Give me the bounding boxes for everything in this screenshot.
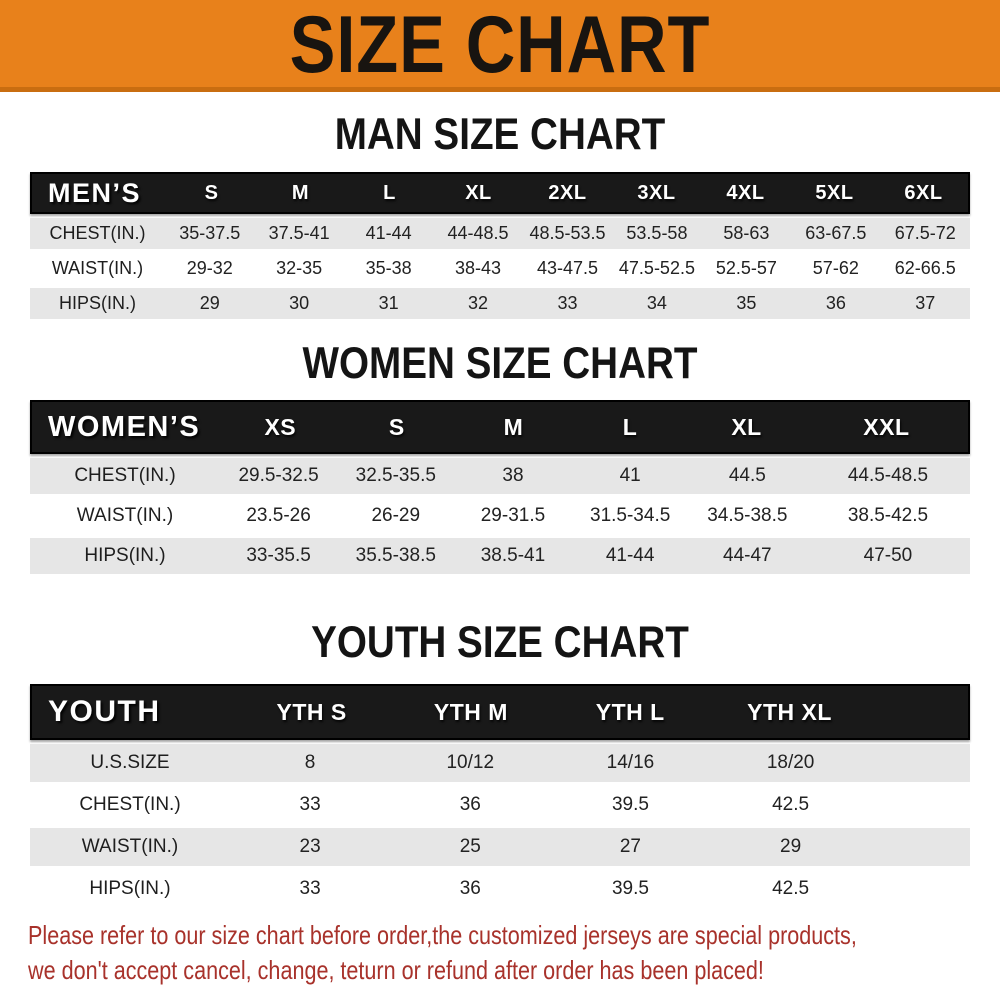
cell: 18/20 — [766, 752, 815, 773]
cell: 41-44 — [365, 223, 412, 243]
row-label: CHEST(IN.) — [49, 223, 146, 243]
cell: 29.5-32.5 — [238, 465, 319, 486]
women-size-col-header: M — [503, 413, 524, 440]
cell: 44-48.5 — [447, 223, 509, 243]
row-label: WAIST(IN.) — [51, 258, 144, 278]
cell: 35-38 — [365, 258, 412, 278]
youth-hips-row — [30, 870, 970, 908]
cell: 14/16 — [606, 752, 655, 773]
women-table-title: WOMEN’S — [48, 410, 201, 443]
cell: 31.5-34.5 — [590, 505, 671, 526]
cell: 35.5-38.5 — [355, 545, 436, 566]
cell: 41-44 — [605, 545, 655, 566]
men-table-title: MEN’S — [48, 177, 142, 208]
row-label: WAIST(IN.) — [76, 505, 174, 526]
cell: 33 — [557, 293, 578, 313]
youth-size-col-header: YTH M — [433, 698, 508, 725]
cell: 38.5-42.5 — [847, 505, 929, 526]
cell: 44-47 — [723, 545, 772, 566]
cell: 32.5-35.5 — [355, 465, 436, 486]
cell: 52.5-57 — [715, 258, 777, 278]
women-size-col-header: XXL — [863, 413, 910, 440]
men-size-col-header: 2XL — [548, 181, 587, 204]
cell: 38.5-41 — [480, 545, 546, 566]
women-size-col-header: XS — [264, 413, 297, 440]
cell: 58-63 — [723, 223, 770, 243]
cell: 63-67.5 — [805, 223, 867, 243]
cell: 25 — [459, 836, 481, 857]
cell: 42.5 — [772, 794, 810, 815]
men-hips-row — [30, 288, 970, 319]
men-waist-row — [30, 253, 970, 284]
men-size-col-header: L — [383, 181, 396, 204]
cell: 41 — [619, 465, 641, 486]
men-size-col-header: 3XL — [637, 181, 676, 204]
cell: 30 — [289, 293, 310, 313]
cell: 47.5-52.5 — [618, 258, 695, 278]
cell: 67.5-72 — [894, 223, 956, 243]
men-size-col-header: S — [204, 181, 219, 204]
cell: 42.5 — [772, 878, 810, 899]
youth-size-col-header: YTH S — [276, 698, 347, 725]
cell: 31 — [378, 293, 399, 313]
cell: 57-62 — [812, 258, 859, 278]
cell: 44.5-48.5 — [847, 465, 929, 486]
women-table-header — [30, 400, 970, 454]
women-size-table — [30, 400, 970, 574]
footer-note — [28, 918, 1000, 988]
row-label: CHEST(IN.) — [79, 794, 181, 815]
row-label: CHEST(IN.) — [74, 465, 176, 486]
women-size-col-header: S — [388, 413, 405, 440]
cell: 23 — [299, 836, 321, 857]
men-size-col-header: XL — [465, 181, 492, 204]
row-label: HIPS(IN.) — [89, 878, 171, 899]
cell: 39.5 — [611, 794, 649, 815]
cell: 34 — [646, 293, 667, 313]
women-section-heading: WOMEN SIZE CHART — [302, 337, 698, 388]
cell: 32-35 — [276, 258, 323, 278]
cell: 23.5-26 — [246, 505, 311, 526]
cell: 34.5-38.5 — [707, 505, 788, 526]
cell: 27 — [619, 836, 641, 857]
youth-waist-row — [30, 828, 970, 866]
footer-note-line1: Please refer to our size chart before order,the customized jerseys are special products, — [28, 920, 857, 950]
youth-table-title: YOUTH — [48, 695, 161, 728]
cell: 36 — [825, 293, 846, 313]
size-chart-banner — [0, 0, 1000, 92]
banner-title: SIZE CHART — [289, 0, 711, 90]
youth-section-heading: YOUTH SIZE CHART — [311, 616, 689, 667]
men-chest-row — [30, 218, 970, 249]
footer-note-line2: we don't accept cancel, change, teturn or refund after order has been placed! — [28, 955, 764, 985]
cell: 33 — [299, 878, 321, 899]
women-waist-row — [30, 498, 970, 534]
cell: 39.5 — [611, 878, 649, 899]
women-chest-row — [30, 458, 970, 494]
cell: 62-66.5 — [894, 258, 956, 278]
cell: 10/12 — [446, 752, 495, 773]
men-size-col-header: M — [291, 181, 310, 204]
youth-size-col-header: YTH L — [595, 698, 665, 725]
men-table-header — [30, 172, 970, 214]
cell: 38-43 — [455, 258, 502, 278]
men-size-table — [30, 172, 970, 319]
cell: 43-47.5 — [536, 258, 599, 278]
cell: 47-50 — [863, 545, 913, 566]
cell: 29 — [780, 836, 802, 857]
men-size-col-header: 5XL — [815, 181, 854, 204]
row-label: HIPS(IN.) — [84, 545, 166, 566]
cell: 29-31.5 — [480, 505, 546, 526]
cell: 33-35.5 — [246, 545, 311, 566]
men-size-col-header: 6XL — [904, 181, 943, 204]
man-section-heading: MAN SIZE CHART — [334, 108, 666, 159]
women-size-col-header: XL — [731, 413, 762, 440]
youth-chest-row — [30, 786, 970, 824]
cell: 29-32 — [186, 258, 233, 278]
cell: 37.5-41 — [268, 223, 330, 243]
row-label: U.S.SIZE — [90, 752, 170, 773]
cell: 35-37.5 — [179, 223, 241, 243]
cell: 48.5-53.5 — [529, 223, 606, 243]
men-size-col-header: 4XL — [726, 181, 765, 204]
youth-ussize-row — [30, 744, 970, 782]
cell: 38 — [502, 465, 524, 486]
row-label: HIPS(IN.) — [58, 293, 136, 313]
row-label: WAIST(IN.) — [81, 836, 179, 857]
women-size-col-header: L — [622, 413, 638, 440]
cell: 33 — [299, 794, 321, 815]
cell: 32 — [468, 293, 489, 313]
cell: 29 — [199, 293, 220, 313]
cell: 26-29 — [371, 505, 421, 526]
cell: 36 — [459, 794, 481, 815]
cell: 36 — [459, 878, 481, 899]
cell: 44.5 — [728, 465, 766, 486]
women-hips-row — [30, 538, 970, 574]
cell: 53.5-58 — [626, 223, 688, 243]
youth-table-header — [30, 684, 970, 740]
cell: 37 — [915, 293, 936, 313]
youth-size-col-header: YTH XL — [747, 698, 832, 725]
cell: 8 — [304, 752, 316, 773]
cell: 35 — [736, 293, 757, 313]
youth-size-table — [30, 684, 970, 908]
